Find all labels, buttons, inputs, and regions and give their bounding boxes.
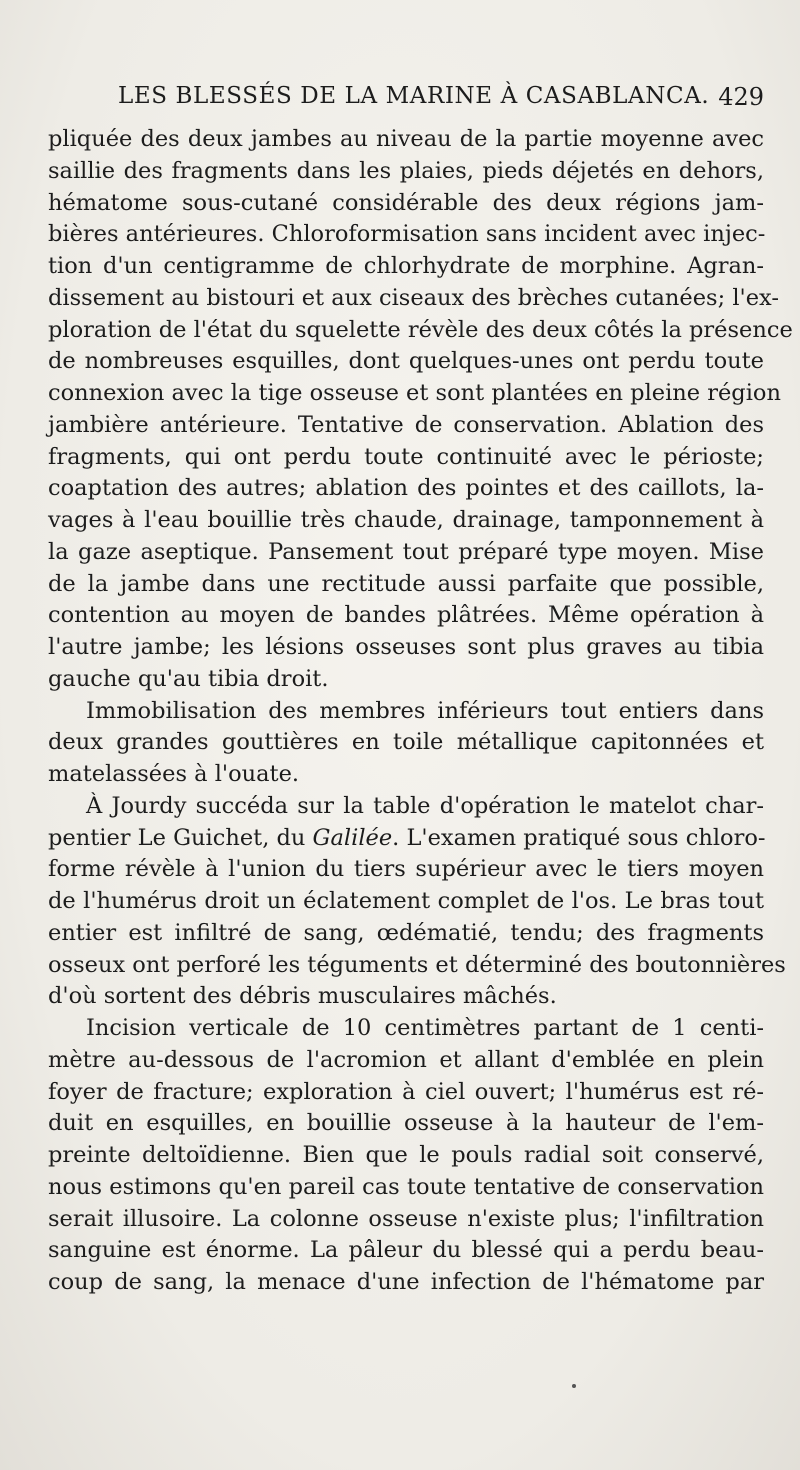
text-line: fragments, qui ont perdu toute continuité avec le périoste; bbox=[48, 443, 764, 470]
text-line: contention au moyen de bandes plâtrées. Même opération à bbox=[48, 602, 764, 629]
text-line: coup de sang, la menace d'une infection de l'hématome par bbox=[48, 1269, 764, 1295]
text-line: saillie des fragments dans les plaies, pieds déjetés en dehors, bbox=[48, 157, 764, 184]
text-line: la gaze aseptique. Pansement tout préparé type moyen. Mise bbox=[48, 538, 764, 565]
text-line: de l'humérus droit un éclatement complet de l'os. Le bras tout bbox=[48, 888, 764, 914]
text-line: À Jourdy succéda sur la table d'opération le matelot char- bbox=[86, 792, 764, 819]
text-line: coaptation des autres; ablation des pointes et des caillots, la- bbox=[48, 475, 764, 502]
text-line: pliquée des deux jambes au niveau de la partie moyenne avec bbox=[48, 126, 764, 152]
print-speck bbox=[572, 1384, 576, 1388]
text-line: sanguine est énorme. La pâleur du blessé qui a perdu beau- bbox=[48, 1237, 764, 1264]
text-line: Immobilisation des membres inférieurs tout entiers dans bbox=[86, 697, 764, 724]
text-line: vages à l'eau bouillie très chaude, drainage, tamponnement à bbox=[48, 507, 764, 533]
text-line: matelassées à l'ouate. bbox=[48, 761, 300, 787]
page-header bbox=[0, 83, 800, 119]
paragraph bbox=[48, 696, 764, 791]
text-line: d'où sortent des débris musculaires mâchés. bbox=[48, 983, 557, 1010]
text-line: jambière antérieure. Tentative de conservation. Ablation des bbox=[48, 411, 764, 438]
text-line: ploration de l'état du squelette révèle des deux côtés la présence bbox=[48, 316, 793, 343]
text-line: forme révèle à l'union du tiers supérieur avec le tiers moyen bbox=[48, 856, 764, 883]
paragraph bbox=[48, 1013, 764, 1299]
text-line: hématome sous-cutané considérable des deux régions jam- bbox=[48, 189, 764, 216]
text-line: de la jambe dans une rectitude aussi parfaite que possible, bbox=[48, 570, 764, 597]
text-line: foyer de fracture; exploration à ciel ouvert; l'humérus est ré- bbox=[48, 1078, 764, 1105]
text-segment: pentier Le Guichet, du bbox=[48, 824, 306, 851]
text-line bbox=[48, 823, 764, 855]
text-line: Incision verticale de 10 centimètres partant de 1 centi- bbox=[86, 1015, 764, 1041]
paragraph bbox=[48, 791, 786, 1013]
paragraph bbox=[48, 124, 793, 696]
text-line: dissement au bistouri et aux ciseaux des brèches cutanées; l'ex- bbox=[48, 284, 779, 311]
text-segment: . L'examen pratiqué sous chloro- bbox=[392, 824, 766, 851]
running-title: LES BLESSÉS DE LA MARINE À CASABLANCA. bbox=[118, 83, 710, 109]
text-line: nous estimons qu'en pareil cas toute tentative de conservation bbox=[48, 1173, 764, 1200]
text-line: duit en esquilles, en bouillie osseuse à la hauteur de l'em- bbox=[48, 1110, 764, 1137]
text-line: l'autre jambe; les lésions osseuses sont plus graves au tibia bbox=[48, 634, 764, 660]
text-line: osseux ont perforé les téguments et déterminé des boutonnières bbox=[48, 951, 786, 978]
text-line: bières antérieures. Chloroformisation sans incident avec injec- bbox=[48, 221, 766, 248]
text-line: connexion avec la tige osseuse et sont plantées en pleine région bbox=[48, 380, 781, 406]
text-line: preinte deltoïdienne. Bien que le pouls radial soit conservé, bbox=[48, 1142, 764, 1168]
text-line: entier est infiltré de sang, œdématié, tendu; des fragments bbox=[48, 919, 764, 946]
text-line: serait illusoire. La colonne osseuse n'existe plus; l'infiltration bbox=[48, 1205, 764, 1232]
ship-name: Galilée bbox=[312, 824, 393, 851]
text-line: tion d'un centigramme de chlorhydrate de morphine. Agran- bbox=[48, 253, 764, 279]
text-line: de nombreuses esquilles, dont quelques-unes ont perdu toute bbox=[48, 348, 764, 375]
text-line: mètre au-dessous de l'acromion et allant d'emblée en plein bbox=[48, 1046, 764, 1073]
text-line: gauche qu'au tibia droit. bbox=[48, 665, 329, 692]
text-line: deux grandes gouttières en toile métallique capitonnées et bbox=[48, 729, 764, 756]
page-number: 429 bbox=[718, 83, 764, 111]
body-text bbox=[48, 124, 793, 1299]
